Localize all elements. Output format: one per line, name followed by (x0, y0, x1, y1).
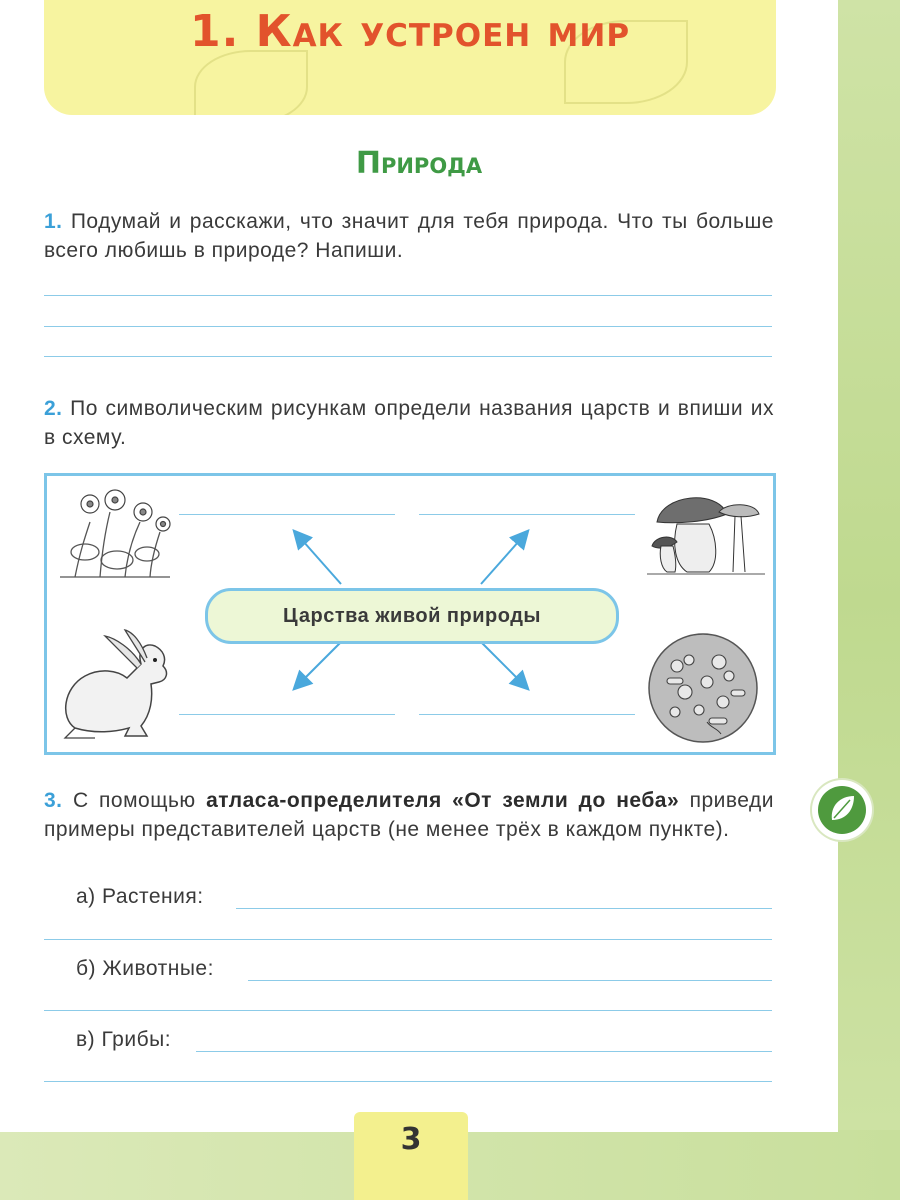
task-3 (44, 786, 774, 844)
answer-line[interactable] (44, 295, 772, 296)
task-number: 2. (44, 397, 63, 420)
task-text: По символическим рисункам определи названия царств и впиши их в схему. (44, 397, 774, 449)
page-number-tab (354, 1112, 468, 1200)
fungi-label: в) Грибы: (76, 1028, 172, 1051)
answer-line[interactable] (44, 356, 772, 357)
arrow-down-left (295, 642, 341, 688)
task-text: Подумай и расскажи, что значит для тебя природа. Что ты больше всего любишь в природе? Напиши. (44, 210, 774, 262)
leaf-decoration-icon (194, 50, 308, 115)
leaf-icon (812, 780, 872, 840)
arrow-up-left (295, 532, 341, 584)
task-number: 3. (44, 789, 63, 812)
fungi-answer-line[interactable] (196, 1051, 772, 1052)
task-2 (44, 394, 774, 452)
task-1 (44, 207, 774, 265)
answer-line[interactable] (44, 1010, 772, 1011)
arrow-up-right (481, 532, 527, 584)
scheme-center-label: Царства живой природы (205, 588, 619, 644)
section-title: Природа (355, 146, 483, 181)
plants-picture (55, 482, 175, 582)
kingdoms-scheme (44, 473, 776, 755)
task-text-before: С помощью (72, 789, 196, 812)
arrow-down-right (481, 642, 527, 688)
animals-answer-line[interactable] (248, 980, 772, 981)
task-number: 1. (44, 210, 63, 233)
animals-label: б) Животные: (76, 957, 214, 980)
task-text-after: приведи примеры представителей царств (не менее трёх в каждом пункте). (44, 789, 774, 841)
plants-label: а) Растения: (76, 885, 204, 908)
atlas-title: атласа-определителя «От земли до неба» (206, 789, 680, 812)
answer-line[interactable] (44, 1081, 772, 1082)
bacteria-picture (647, 632, 759, 744)
green-side-decoration (830, 0, 900, 1200)
page-number: 3 (400, 1122, 422, 1157)
answer-line[interactable] (44, 326, 772, 327)
answer-line[interactable] (44, 939, 772, 940)
hare-picture (55, 628, 180, 743)
chapter-title: 1. Как устроен мир (189, 6, 631, 57)
mushrooms-picture (647, 484, 765, 579)
leaf-badge (812, 780, 872, 840)
plants-answer-line[interactable] (236, 908, 772, 909)
chapter-header (44, 0, 776, 115)
